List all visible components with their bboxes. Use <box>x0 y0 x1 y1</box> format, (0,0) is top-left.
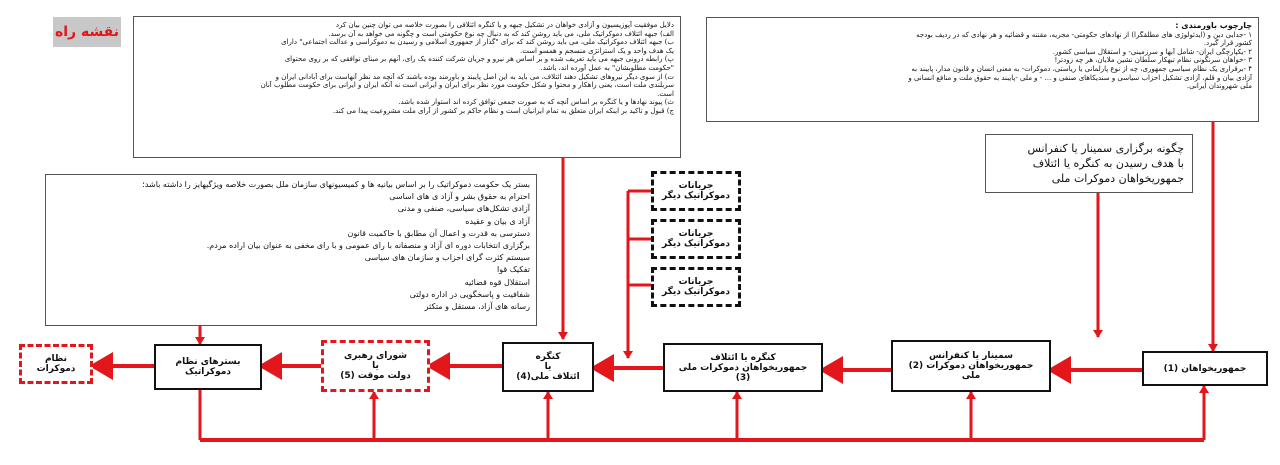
platforms-line: تفکیک قوا <box>497 265 530 275</box>
framework-line: ۳ -خواهان سرنگونی نظام تبهکار سلطان نشین ملایان، هر چه زودتر! <box>1054 56 1252 65</box>
platforms-line: احترام به حقوق بشر و آزاد ی های اساسی <box>389 192 530 202</box>
question-line: با هدف رسیدن به کنگره یا ائتلاف <box>1032 157 1184 170</box>
platforms-line: آزاد ی بیان و عقیده <box>465 216 530 226</box>
framework-box <box>706 17 1259 122</box>
current-box-3: جریانات دموکراتیک دیگر <box>651 267 741 307</box>
question-box <box>985 134 1193 193</box>
framework-heading: چارچوب باورمندی : <box>1175 22 1252 30</box>
reasons-line: "حکومت مطلوبشان" به عمل آورده اند، باشد. <box>540 63 674 72</box>
platforms-line: رسانه های آزاد، مستقل و متکثر <box>424 302 530 312</box>
reasons-line: یک هدف واحد و یک استراتژی منسجم و همسو است. <box>520 46 674 55</box>
framework-line: آزادی بیان و قلم، آزادی تشکیل احزاب سیاسی و سندیکاهای صنفی و ... - و ملی -پایبند به حقوق ملت و منافع انسانی و <box>908 73 1252 82</box>
reasons-line: الف) جبهه ائتلاف دموکراتیک ملی، می باید روشن کند که به دنبال چه نوع حکومتی است و چگونه می خواهد به آن برسد. <box>328 29 674 38</box>
title-badge: نقشه راه <box>53 17 121 47</box>
platforms-line: سیستم کثرت گرای احزاب و سازمان های سیاسی <box>364 253 530 263</box>
framework-line: کشور قرار گیرد. <box>1203 39 1252 48</box>
reasons-line: پ) رابطه درونی جبهه می باید تعریف شده و بر اساس هر نیرو و جریان شرکت کننده یک رای، آنهم بر مبنای توافقی که بر روی محتوای <box>284 55 674 64</box>
reasons-line: سربلندی ملت است، یعنی راهکار و محتوا و شکل حکومت مورد نظر برای ایران و ایرانی است نه آنکه ایران و ایرانی برای حکومت مطلوب آنان <box>260 81 674 90</box>
platforms-line: آزادی تشکل‌های سیاسی، صنفی و مدنی <box>397 204 530 214</box>
reasons-line: است. <box>657 89 674 98</box>
node-platforms: بسترهای نظام دموکراتیک <box>154 344 262 390</box>
node-seminar: سمینار یا کنفرانس جمهوریخواهان دموکرات (2) ملی <box>891 340 1051 392</box>
question-line: جمهوریخواهان دموکرات ملی <box>1051 172 1184 185</box>
framework-line: ۲ -یکپارچگی ایران- شامل آبها و سرزمینی- و استقلال سیاسی کشور. <box>1052 47 1252 56</box>
current-box-2: جریانات دموکراتیک دیگر <box>651 219 741 259</box>
question-line: چگونه برگزاری سمینار یا کنفرانس <box>1027 142 1184 155</box>
node-leadership: شورای رهبری یا دولت موقت (5) <box>321 340 430 392</box>
platforms-line: شفافیت و پاسخگویی در اداره دولتی <box>409 289 530 299</box>
reasons-line: ث) پیوند نهادها و یا کنگره بر اساس آنچه که به صورت جمعی توافق کرده اند استوار شده باشد. <box>398 98 674 107</box>
platforms-line: بستر یک حکومت دموکراتیک را بر اساس بیانیه ها و کمیسیونهای سازمان ملل بصورت خلاصه ویژگیهایز را داشته باشد؛ <box>142 180 530 189</box>
node-republicans: جمهوریخواهان (1) <box>1142 351 1268 386</box>
framework-line: ملی شهروندان ایرانی. <box>1186 82 1252 91</box>
reasons-box <box>133 16 681 158</box>
platforms-line: دسترسی به قدرت و اعمال آن مطابق با حاکمیت قانون <box>347 228 530 238</box>
framework-line: ۱ -جدایی دین و (ایدئولوژی های مطلقگرا) از نهادهای حکومتی- مجریه، مقننه و قضائیه و هر نهادی که در ردیف بودجه <box>916 30 1252 39</box>
node-democratic-system: نظام دموکرات <box>19 344 93 384</box>
reasons-line: ت) از سوی دیگر نیروهای تشکیل دهند ائتلاف، می باید به این اصل پایبند و باورمند بوده باشند که آنچه مد نظر آنهاست برای آبادانی ایران و <box>275 72 674 81</box>
platforms-line: استقلال قوه قضائیه <box>464 277 530 287</box>
node-congress-coalition: کنگره یا ائتلاف جمهوریخواهان دموکرات ملی (3) <box>663 343 823 392</box>
platforms-line: برگزاری انتخابات دوره ای آزاد و منصفانه با رای عمومی و با رای مخفی به عنوان بیان اراده مردم. <box>206 241 530 251</box>
current-box-1: جریانات دموکراتیک دیگر <box>651 171 741 211</box>
platforms-box <box>45 174 537 326</box>
reasons-line: ب) جبهه ائتلاف دموکراتیک ملی، می باید روشن کند که برای "گذار از جمهوری اسلامی و رسیدن به دموکراسی و عدالت اجتماعی" دارای <box>281 38 674 47</box>
reasons-line: دلایل موفقیت آپوزیسیون و آزادی خواهان در تشکیل جبهه و یا کنگره ائتلافی را بصورت خلاصه می توان چنین بیان کرد <box>335 21 674 29</box>
reasons-line: ج) قبول و تاکید بر اینکه ایران متعلق به تمام ایرانیان است و نظام حاکم بر کشور از آرای ملت مشروعیت پیدا می کند. <box>332 106 674 115</box>
node-congress: کنگره یا ائتلاف ملی(4) <box>502 342 594 392</box>
framework-line: ۴ -برقراری یک نظام سیاسی جمهوری، چه از نوع پارلمانی یا ریاستی، دموکرات- به معنی انسان و قانون مدار، پایبند به <box>911 64 1252 73</box>
